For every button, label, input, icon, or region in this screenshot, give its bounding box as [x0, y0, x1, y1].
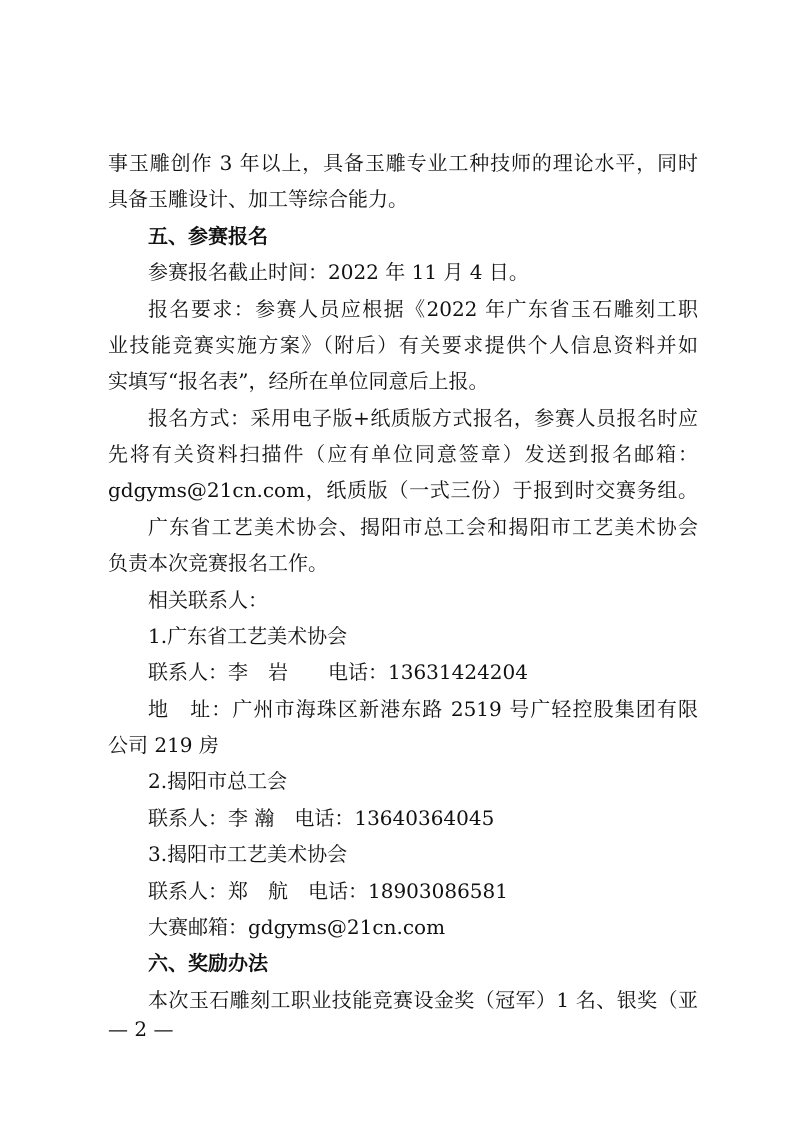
body-text-line: 报名要求：参赛人员应根据《2022 年广东省玉石雕刻工职	[148, 297, 698, 321]
body-text-line: gdgyms@21cn.com，纸质版（一式三份）于报到时交赛务组。	[108, 478, 698, 502]
contest-email: 大赛邮箱：gdgyms@21cn.com	[148, 915, 446, 939]
body-text-line: 相关联系人：	[148, 588, 268, 612]
section-heading-awards: 六、奖励办法	[148, 951, 268, 975]
body-text-line: 具备玉雕设计、加工等综合能力。	[108, 187, 408, 211]
body-text-line: 先将有关资料扫描件（应有单位同意签章）发送到报名邮箱：	[108, 442, 698, 466]
page-number: — 2 —	[108, 1017, 174, 1041]
body-text-line: 实填写“报名表”，经所在单位同意后上报。	[108, 369, 489, 393]
body-text-line: 事玉雕创作 3 年以上，具备玉雕专业工种技师的理论水平，同时	[108, 151, 698, 175]
body-text-line: 负责本次竞赛报名工作。	[108, 551, 328, 575]
contact-person-3: 联系人：郑 航 电话：18903086581	[148, 879, 508, 903]
body-text-line: 业技能竞赛实施方案》（附后）有关要求提供个人信息资料并如	[108, 333, 698, 357]
contact-org-3: 3.揭阳市工艺美术协会	[148, 842, 348, 866]
contact-org-1: 1.广东省工艺美术协会	[148, 624, 348, 648]
section-heading-registration: 五、参赛报名	[148, 224, 268, 248]
contact-org-2: 2.揭阳市总工会	[148, 769, 288, 793]
body-text-line: 报名方式：采用电子版+纸质版方式报名，参赛人员报名时应	[148, 406, 698, 430]
body-text-line: 广东省工艺美术协会、揭阳市总工会和揭阳市工艺美术协会	[148, 515, 698, 539]
contact-address-1-cont: 公司 219 房	[108, 733, 219, 757]
contact-person-2: 联系人：李 瀚 电话：13640364045	[148, 806, 495, 830]
contact-address-1: 地 址：广州市海珠区新港东路 2519 号广轻控股集团有限	[148, 697, 698, 721]
body-text-line: 本次玉石雕刻工职业技能竞赛设金奖（冠军）1 名、银奖（亚	[148, 988, 698, 1012]
contact-person-1: 联系人：李 岩 电话：13631424204	[148, 660, 528, 684]
body-text-line: 参赛报名截止时间：2022 年 11 月 4 日。	[148, 260, 529, 284]
